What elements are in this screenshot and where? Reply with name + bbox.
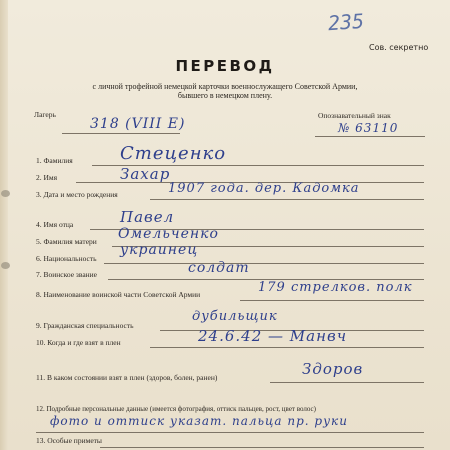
document-title: ПЕРЕВОД bbox=[175, 57, 275, 75]
field-line bbox=[150, 199, 424, 200]
punch-hole bbox=[1, 262, 10, 269]
field-label-details: 12. Подробные персональные данные (имеется фотография, оттиск пальцев, рост, цвет волос) bbox=[36, 405, 316, 413]
field-value-name: Захар bbox=[120, 165, 171, 183]
camp-label: Лагерь bbox=[34, 110, 56, 119]
field-label-rank: 7. Воинское звание bbox=[36, 270, 98, 279]
field-line bbox=[270, 382, 424, 383]
field-label-name: 2. Имя bbox=[36, 173, 58, 182]
document-subtitle-1: с личной трофейной немецкой карточки военнослужащего Советской Армии, bbox=[92, 82, 358, 91]
field-value-capture: 24.6.42 — Манвч bbox=[198, 327, 348, 345]
field-label-unit: 8. Наименование воинской части Советской Армии bbox=[36, 290, 201, 299]
classification-label: Сов. секретно bbox=[369, 43, 429, 52]
field-label-features: 13. Особые приметы bbox=[36, 436, 102, 445]
field-line bbox=[36, 432, 424, 433]
camp-underline bbox=[62, 133, 180, 134]
field-line bbox=[240, 300, 424, 301]
field-value-nationality: украинец bbox=[120, 242, 199, 258]
field-line bbox=[150, 347, 424, 348]
field-value-birth: 1907 года. дер. Кадомка bbox=[168, 181, 360, 196]
field-line bbox=[100, 447, 424, 448]
field-value-surname: Стеценко bbox=[120, 143, 227, 164]
field-line bbox=[104, 263, 424, 264]
punch-hole bbox=[1, 190, 10, 197]
field-value-profession: дубильщик bbox=[192, 309, 278, 324]
id-value: № 63110 bbox=[338, 121, 399, 135]
field-label-profession: 9. Гражданская специальность bbox=[36, 321, 134, 330]
corner-mark: 235 bbox=[327, 8, 365, 36]
field-label-birth: 3. Дата и место рождения bbox=[36, 190, 118, 199]
field-label-condition: 11. В каком состоянии взят в плен (здоров, болен, ранен) bbox=[36, 373, 218, 382]
camp-value: 318 (VIII E) bbox=[90, 116, 186, 132]
field-value-condition: Здоров bbox=[302, 360, 364, 378]
field-label-nationality: 6. Национальность bbox=[36, 254, 97, 263]
field-label-father: 4. Имя отца bbox=[36, 220, 74, 229]
field-value-rank: солдат bbox=[188, 260, 250, 276]
field-value-father: Павел bbox=[120, 208, 175, 226]
id-underline bbox=[315, 136, 425, 137]
field-label-capture: 10. Когда и где взят в плен bbox=[36, 338, 121, 347]
field-value-mother: Омельченко bbox=[118, 226, 219, 242]
field-value-unit: 179 стрелков. полк bbox=[258, 280, 413, 295]
id-label: Опознавательный знак bbox=[318, 111, 391, 120]
field-label-mother: 5. Фамилия матери bbox=[36, 237, 97, 246]
document-subtitle-2: бывшего в немецком плену. bbox=[177, 91, 273, 100]
field-value-details: фото и оттиск указат. пальца пр. руки bbox=[50, 414, 348, 428]
field-label-surname: 1. Фамилия bbox=[36, 156, 73, 165]
